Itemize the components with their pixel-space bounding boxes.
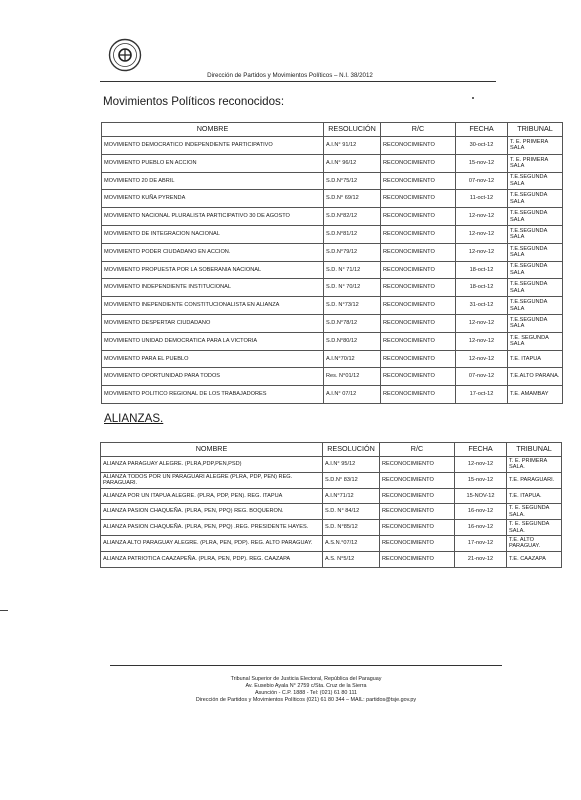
cell-tribunal: T.E.SEGUNDA SALA [508,208,563,226]
cell-resolucion: S.D.N°81/12 [324,225,381,243]
cell-rc: RECONOCIMIENTO [381,386,456,404]
table-row [101,504,562,520]
cell-rc: RECONOCIMIENTO [381,190,456,208]
cell-fecha: 16-nov-12 [455,520,507,536]
cell-nombre: ALIANZA PARAGUAY ALEGRE. (PLRA,PDP,PEN,PSD) [101,457,323,473]
cell-nombre: ALIANZA PATRIOTICA CAAZAPEÑA. (PLRA, PEN, PDP). REG. CAAZAPA [101,551,323,567]
cell-resolucion: A.I.N°71/12 [323,488,380,504]
cell-tribunal: T.E.SEGUNDA SALA [508,314,563,332]
cell-nombre: ALIANZA PASION CHAQUEÑA. (PLRA, PEN, PPQ) .REG. PRESIDENTE HAYES. [101,520,323,536]
cell-nombre: MOVIMIENTO DEMOCRATICO INDEPENDIENTE PARTICIPATIVO [102,137,324,155]
footer-contact: Dirección de Partidos y Movimientos Políticos (021) 61 80 344 – MAIL: partidos@tsje.gov.py [195,697,417,703]
cell-nombre: MOVIMIENTO INDEPENDIENTE INSTITUCIONAL [102,279,324,297]
cell-tribunal: T.E. ALTO PARAGUAY. [507,535,562,551]
cell-fecha: 12-nov-12 [456,243,508,261]
cell-tribunal: T. E. SEGUNDA SALA. [507,504,562,520]
cell-nombre: ALIANZA ALTO PARAGUAY ALEGRE. (PLRA, PEN, PDP). REG. ALTO PARAGUAY. [101,535,323,551]
cell-fecha: 12-nov-12 [455,457,507,473]
column-header-rc: R/C [380,443,455,457]
cell-resolucion: S.D.N°78/12 [324,314,381,332]
cell-resolucion: S.D. N° 70/12 [324,279,381,297]
cell-nombre: MOVIMIENTO POLITICO REGIONAL DE LOS TRABAJADORES [102,386,324,404]
column-header-fecha: FECHA [456,123,508,137]
document-header: Dirección de Partidos y Movimientos Políticos – N.I. 38/2012 [207,72,373,79]
alianzas-title: ALIANZAS. [104,412,164,425]
table-row [102,243,563,261]
cell-rc: RECONOCIMIENTO [381,225,456,243]
cell-fecha: 12-nov-12 [456,225,508,243]
table-row [101,472,562,488]
cell-tribunal: T.E. ITAPUA. [507,488,562,504]
footer-phone: Asunción - C.P. 1888 - Tel: (021) 61 80 111 [254,690,358,696]
cell-rc: RECONOCIMIENTO [381,368,456,386]
cell-fecha: 17-oct-12 [456,386,508,404]
cell-tribunal: T.E.SEGUNDA SALA [508,279,563,297]
cell-fecha: 07-nov-12 [456,172,508,190]
cell-tribunal: T.E.ALTO PARANA. [508,368,563,386]
cell-nombre: MOVIMIENTO NACIONAL PLURALISTA PARTICIPATIVO 30 DE AGOSTO [102,208,324,226]
cell-nombre: MOVIMIENTO KUÑA PYRENDA [102,190,324,208]
cell-tribunal: T.E. AMAMBAY [508,386,563,404]
cell-tribunal: T. E. PRIMERA SALA. [507,457,562,473]
cell-resolucion: A.I.N° 07/12 [324,386,381,404]
cell-nombre: MOVIMIENTO DESPERTAR CIUDADANO [102,314,324,332]
cell-resolucion: S.D. N°73/12 [324,297,381,315]
cell-nombre: MOVIMIENTO 20 DE ABRIL [102,172,324,190]
column-header-resolucion: RESOLUCIÓN [323,443,380,457]
table-row [101,520,562,536]
table-header-row [101,443,562,457]
cell-resolucion: S.D.N°80/12 [324,332,381,350]
column-header-nombre: NOMBRE [101,443,323,457]
cell-fecha: 21-nov-12 [455,551,507,567]
movimientos-title: Movimientos Políticos reconocidos: [103,95,285,108]
cell-rc: RECONOCIMIENTO [381,243,456,261]
cell-fecha: 11-oct-12 [456,190,508,208]
page-edge-mark [0,610,8,611]
table-row [101,488,562,504]
cell-rc: RECONOCIMIENTO [381,332,456,350]
cell-fecha: 15-nov-12 [455,472,507,488]
header-rule [100,81,496,82]
cell-rc: RECONOCIMIENTO [381,208,456,226]
cell-nombre: MOVIMIENTO PARA EL PUEBLO [102,350,324,368]
cell-tribunal: T. E. PRIMERA SALA [508,137,563,155]
cell-nombre: MOVIMIENTO OPORTUNIDAD PARA TODOS [102,368,324,386]
cell-rc: RECONOCIMIENTO [380,520,455,536]
table-header-row [102,123,563,137]
column-header-tribunal: TRIBUNAL [507,443,562,457]
table-row [102,350,563,368]
cell-resolucion: S.D.N°82/12 [324,208,381,226]
cell-rc: RECONOCIMIENTO [380,504,455,520]
cell-nombre: MOVIMIENTO DE INTEGRACION NACIONAL [102,225,324,243]
footer-address: Av. Eusebio Ayala N° 2759 c/Sta. Cruz de la Sierra [245,683,367,689]
cell-rc: RECONOCIMIENTO [381,154,456,172]
cell-rc: RECONOCIMIENTO [380,535,455,551]
column-header-fecha: FECHA [455,443,507,457]
column-header-rc: R/C [381,123,456,137]
table-row [102,261,563,279]
cell-tribunal: T. E. SEGUNDA SALA. [507,520,562,536]
cell-nombre: MOVIMIENTO UNIDAD DEMOCRATICA PARA LA VICTORIA [102,332,324,350]
cell-resolucion: S.D.N°79/12 [324,243,381,261]
cell-tribunal: T.E.SEGUNDA SALA [508,243,563,261]
cell-tribunal: T.E.SEGUNDA SALA [508,172,563,190]
cell-nombre: MOVIMIENTO INEPENDIENTE CONSTITUCIONALISTA EN ALIANZA [102,297,324,315]
table-row [102,172,563,190]
table-row [102,314,563,332]
cell-resolucion: A.I.N° 96/12 [324,154,381,172]
cell-rc: RECONOCIMIENTO [381,279,456,297]
cell-fecha: 12-nov-12 [456,350,508,368]
cell-fecha: 17-nov-12 [455,535,507,551]
cell-rc: RECONOCIMIENTO [381,314,456,332]
table-row [102,137,563,155]
table-row [102,190,563,208]
cell-rc: RECONOCIMIENTO [380,488,455,504]
cell-resolucion: A.I.N°70/12 [324,350,381,368]
institution-seal-icon [108,38,142,72]
table-row [101,535,562,551]
cell-fecha: 18-oct-12 [456,261,508,279]
footer [110,676,502,704]
cell-resolucion: A.I.N° 95/12 [323,457,380,473]
cell-fecha: 12-nov-12 [456,314,508,332]
cell-tribunal: T.E. SEGUNDA SALA [508,332,563,350]
table-row [101,551,562,567]
cell-fecha: 15-nov-12 [456,154,508,172]
cell-nombre: ALIANZA TODOS POR UN PARAGUARI ALEGRE (PLRA, PDP, PEN) REG. PARAGUARI. [101,472,323,488]
cell-nombre: ALIANZA POR UN ITAPUA ALEGRE. (PLRA, PDP, PEN). REG. ITAPUA [101,488,323,504]
cell-tribunal: T.E. ITAPUA [508,350,563,368]
cell-nombre: MOVIMIENTO PUEBLO EN ACCION [102,154,324,172]
cell-nombre: MOVIMIENTO PODER CIUDADANO EN ACCION. [102,243,324,261]
footer-institution: Tribunal Superior de Justicia Electoral, República del Paraguay [230,676,382,682]
table-row [102,368,563,386]
cell-fecha: 30-oct-12 [456,137,508,155]
cell-resolucion: Res. N°01/12 [324,368,381,386]
column-header-resolucion: RESOLUCIÓN [324,123,381,137]
cell-fecha: 15-NOV-12 [455,488,507,504]
cell-rc: RECONOCIMIENTO [380,457,455,473]
table-row [102,332,563,350]
cell-resolucion: S.D.N° 69/12 [324,190,381,208]
column-header-tribunal: TRIBUNAL [508,123,563,137]
cell-resolucion: S.D.N° 83/12 [323,472,380,488]
cell-resolucion: S.D. N° 71/12 [324,261,381,279]
cell-fecha: 12-nov-12 [456,332,508,350]
cell-tribunal: T.E.SEGUNDA SALA [508,297,563,315]
cell-rc: RECONOCIMIENTO [380,551,455,567]
table-row [102,225,563,243]
cell-tribunal: T.E.SEGUNDA SALA [508,190,563,208]
table-row [102,297,563,315]
cell-resolucion: A.I.N° 91/12 [324,137,381,155]
movimientos-table [101,122,563,404]
table-row [102,279,563,297]
column-header-nombre: NOMBRE [102,123,324,137]
cell-tribunal: T.E. PARAGUARI. [507,472,562,488]
cell-resolucion: S.D. N° 84/12 [323,504,380,520]
cell-resolucion: A.S.N.°07/12 [323,535,380,551]
cell-fecha: 12-nov-12 [456,208,508,226]
cell-nombre: MOVIMIENTO PROPUESTA POR LA SOBERANIA NACIONAL [102,261,324,279]
cell-tribunal: T.E. CAAZAPA [507,551,562,567]
cell-rc: RECONOCIMIENTO [381,350,456,368]
footer-rule [110,665,502,666]
cell-rc: RECONOCIMIENTO [381,172,456,190]
table-row [102,386,563,404]
cell-rc: RECONOCIMIENTO [380,472,455,488]
cell-fecha: 07-nov-12 [456,368,508,386]
table-row [102,208,563,226]
cell-tribunal: T.E.SEGUNDA SALA [508,225,563,243]
cell-fecha: 31-oct-12 [456,297,508,315]
cell-resolucion: S.D.N°75/12 [324,172,381,190]
table-row [102,154,563,172]
cell-rc: RECONOCIMIENTO [381,297,456,315]
scan-speck [472,97,474,99]
cell-rc: RECONOCIMIENTO [381,137,456,155]
cell-tribunal: T.E.SEGUNDA SALA [508,261,563,279]
cell-rc: RECONOCIMIENTO [381,261,456,279]
cell-resolucion: A.S. N°5/12 [323,551,380,567]
cell-resolucion: S.D. N°85/12 [323,520,380,536]
alianzas-table [100,442,562,568]
cell-fecha: 18-oct-12 [456,279,508,297]
cell-fecha: 16-nov-12 [455,504,507,520]
cell-nombre: ALIANZA PASION CHAQUEÑA. (PLRA, PEN, PPQ) REG. BOQUERON. [101,504,323,520]
table-row [101,457,562,473]
cell-tribunal: T. E. PRIMERA SALA [508,154,563,172]
